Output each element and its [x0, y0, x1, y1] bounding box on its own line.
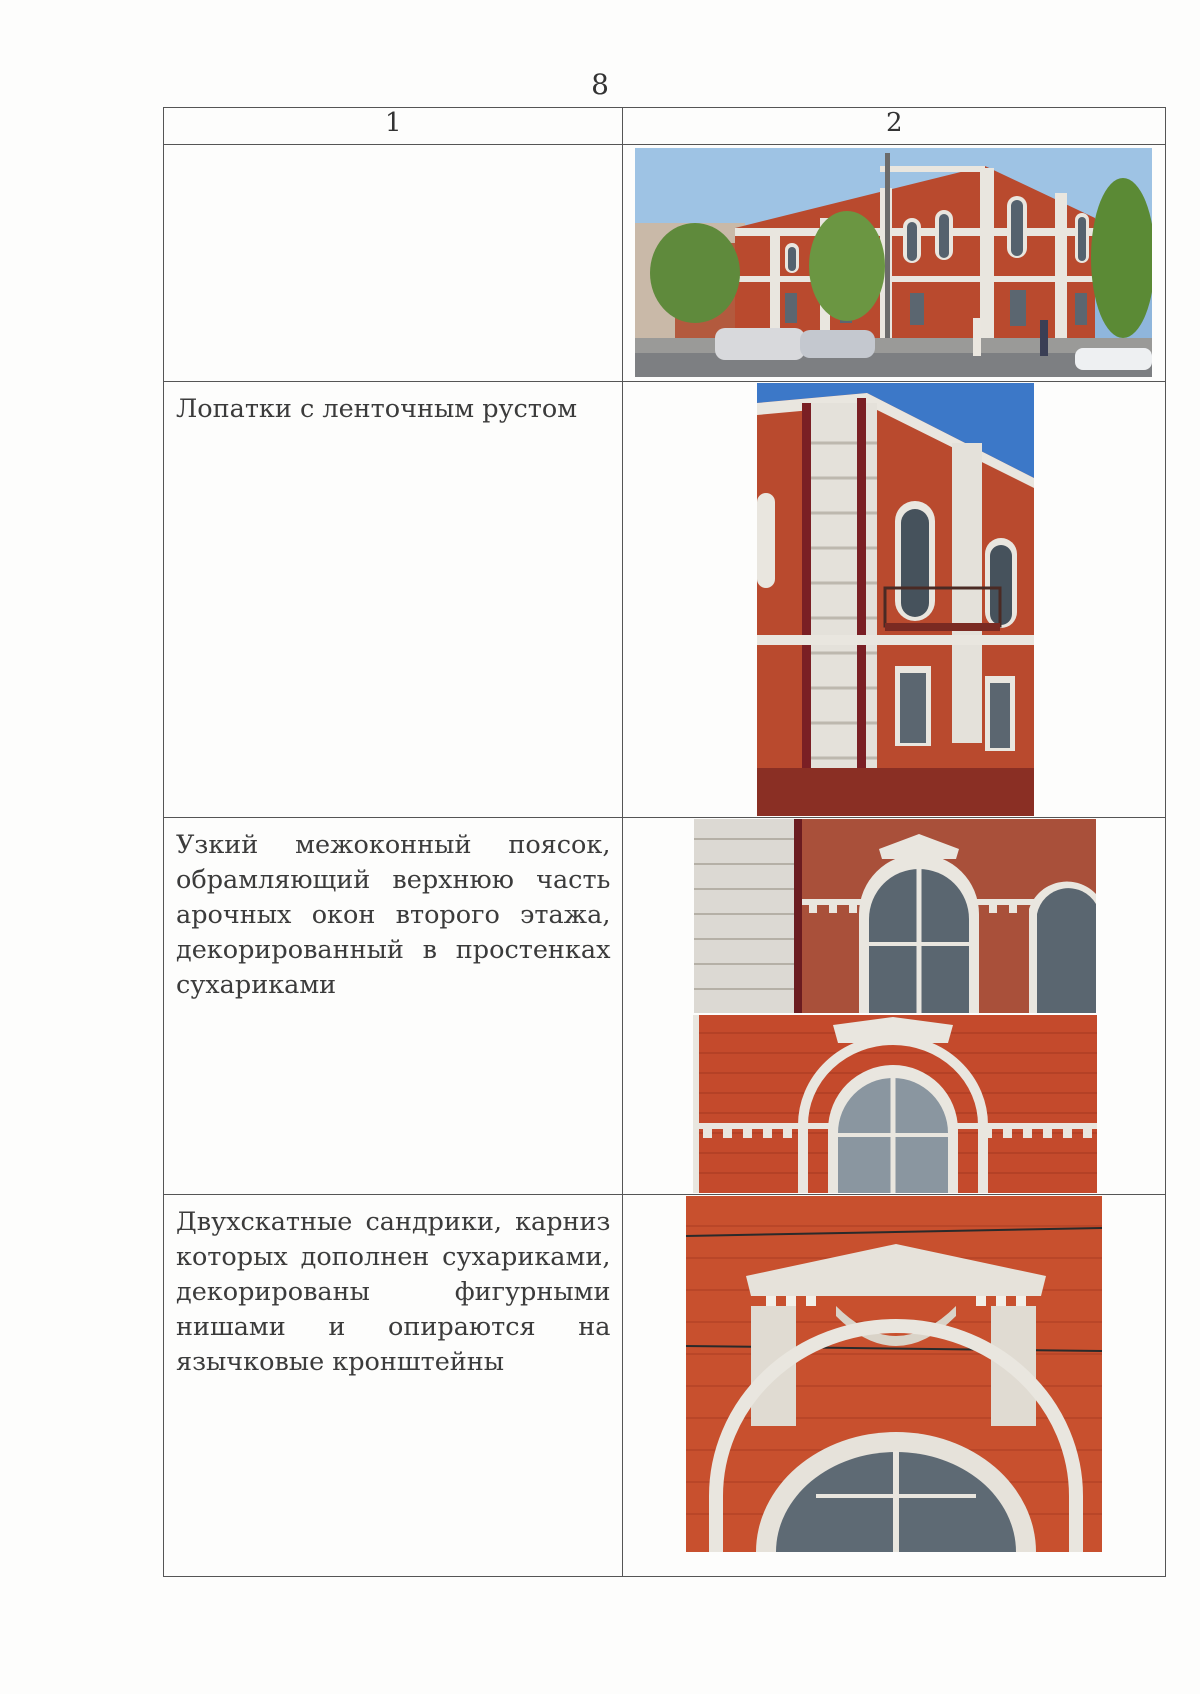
row-photo-cell — [623, 145, 1166, 382]
table-row — [164, 382, 1166, 818]
row-text-cell — [164, 145, 623, 382]
row-text-cell — [164, 1195, 623, 1577]
row-description: Двухскатные сандрики, карниз которых дополнен сухариками, декорированы фигурными нишами и опираются на язычковые кронштейны — [176, 1207, 611, 1377]
column-header-2: 2 — [623, 108, 1166, 145]
row-description: Лопатки с ленточным рустом — [176, 394, 578, 424]
gable-sandrik-photo — [686, 1196, 1102, 1552]
row-photo-cell — [623, 1195, 1166, 1577]
row-text-cell — [164, 382, 623, 818]
row-text-cell — [164, 818, 623, 1195]
row-description — [164, 145, 622, 155]
pilaster-rustication-photo — [757, 383, 1034, 816]
table-row — [164, 145, 1166, 382]
table-row — [164, 1195, 1166, 1577]
table-row — [164, 818, 1166, 1195]
description-table — [163, 107, 1166, 1577]
table-header-row — [164, 108, 1166, 145]
page-number: 8 — [591, 68, 609, 101]
row-description: Узкий межоконный поясок, обрамляющий верхнюю часть арочных окон второго этажа, декорированный в простенках сухариками — [176, 830, 611, 1000]
row-photo-cell — [623, 818, 1166, 1195]
arched-window-belt-photo-top — [694, 819, 1096, 1013]
facade-overview-photo — [635, 148, 1152, 377]
column-header-1: 1 — [164, 108, 623, 145]
arched-window-belt-photo-bottom — [693, 1015, 1097, 1193]
row-photo-cell — [623, 382, 1166, 818]
